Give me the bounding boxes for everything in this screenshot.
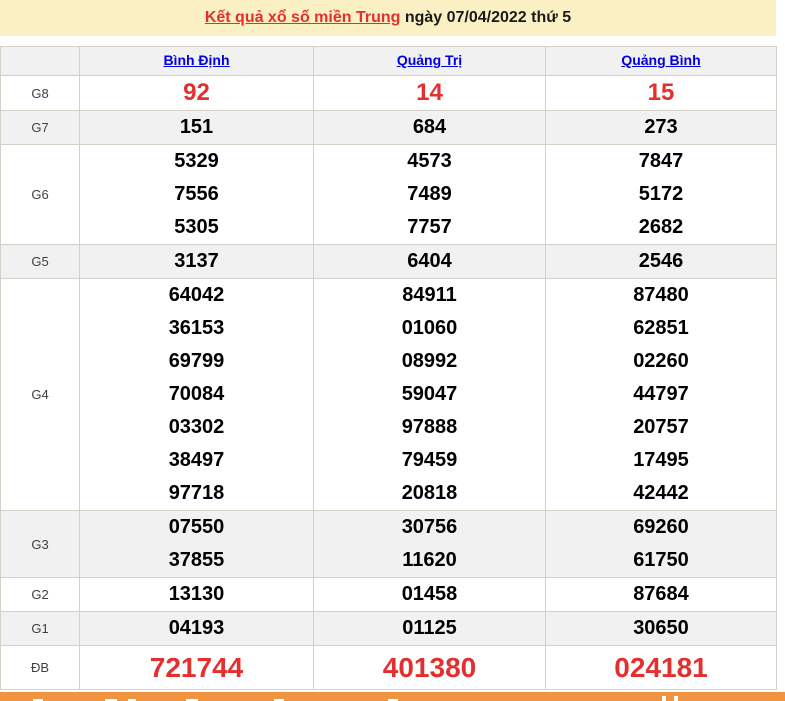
prize-number: 30756 xyxy=(401,516,458,538)
prize-number: 2546 xyxy=(638,250,684,272)
prize-label: G4 xyxy=(1,279,80,511)
prize-number: 3137 xyxy=(174,250,219,272)
result-cell xyxy=(314,145,546,245)
prize-number: 01125 xyxy=(402,617,457,639)
prize-label: G7 xyxy=(1,111,80,145)
result-cell xyxy=(546,511,777,578)
prize-number: 08992 xyxy=(401,350,458,372)
result-cell xyxy=(80,612,314,646)
cutoff-text-fragment xyxy=(674,696,678,701)
result-cell xyxy=(314,279,546,511)
prize-number: 07550 xyxy=(168,516,225,538)
table-row xyxy=(1,511,777,578)
result-cell xyxy=(314,111,546,145)
province-link-quang-binh[interactable]: Quảng Bình xyxy=(621,52,701,68)
result-cell xyxy=(546,245,777,279)
prize-number: 6404 xyxy=(407,250,452,272)
prize-number: 7556 xyxy=(174,183,219,205)
prize-number: 37855 xyxy=(168,549,225,571)
prize-label: ĐB xyxy=(1,646,80,690)
result-cell xyxy=(80,145,314,245)
table-row xyxy=(1,612,777,646)
result-cell xyxy=(314,245,546,279)
result-cell xyxy=(80,279,314,511)
prize-number: 5172 xyxy=(638,183,684,205)
prize-number: 64042 xyxy=(168,284,225,306)
prize-number: 684 xyxy=(412,116,447,138)
result-cell xyxy=(80,578,314,612)
column-header-quang-binh xyxy=(546,47,777,76)
result-cell xyxy=(80,511,314,578)
prize-number: 5305 xyxy=(174,216,219,238)
prize-number: 20818 xyxy=(401,482,458,504)
table-row xyxy=(1,76,777,111)
table-row xyxy=(1,578,777,612)
column-header-quang-tri xyxy=(314,47,546,76)
prize-number: 401380 xyxy=(382,652,477,683)
result-cell xyxy=(80,76,314,111)
prize-number: 84911 xyxy=(402,284,457,306)
prize-number: 03302 xyxy=(168,416,225,438)
prize-label: G3 xyxy=(1,511,80,578)
prize-number: 69260 xyxy=(633,516,689,538)
result-cell xyxy=(546,76,777,111)
prize-number: 61750 xyxy=(633,549,689,571)
prize-number: 2682 xyxy=(638,216,684,238)
prize-number: 5329 xyxy=(174,150,219,172)
table-row xyxy=(1,145,777,245)
prize-number: 69799 xyxy=(168,350,225,372)
table-row xyxy=(1,279,777,511)
result-cell xyxy=(546,612,777,646)
prize-number: 70084 xyxy=(168,383,225,405)
prize-number: 7757 xyxy=(407,216,452,238)
table-row xyxy=(1,245,777,279)
prize-number: 97718 xyxy=(168,482,225,504)
title-bar xyxy=(0,0,776,36)
prize-number: 30650 xyxy=(633,617,689,639)
prize-number: 4573 xyxy=(407,150,452,172)
prize-number: 721744 xyxy=(149,652,244,683)
prize-number: 01458 xyxy=(401,583,458,605)
prize-number: 13130 xyxy=(168,583,225,605)
prize-number: 151 xyxy=(179,116,214,138)
title-date-text: ngày 07/04/2022 thứ 5 xyxy=(400,9,572,26)
prize-label: G5 xyxy=(1,245,80,279)
result-cell xyxy=(80,111,314,145)
result-cell xyxy=(314,612,546,646)
prize-number: 79459 xyxy=(401,449,458,471)
prize-label: G6 xyxy=(1,145,80,245)
province-link-quang-tri[interactable]: Quảng Trị xyxy=(396,52,463,68)
result-cell xyxy=(546,111,777,145)
prize-number: 92 xyxy=(183,79,210,106)
cutoff-text-fragment xyxy=(662,696,666,701)
result-cell xyxy=(546,646,777,690)
prize-number: 17495 xyxy=(633,449,689,471)
prize-number: 59047 xyxy=(401,383,458,405)
result-cell xyxy=(546,578,777,612)
prize-number: 11620 xyxy=(402,549,457,571)
prize-number: 87480 xyxy=(633,284,689,306)
prize-number: 44797 xyxy=(633,383,689,405)
header-row xyxy=(1,47,777,76)
results-table xyxy=(0,46,777,690)
prize-label: G1 xyxy=(1,612,80,646)
spacer xyxy=(0,36,785,46)
prize-number: 7489 xyxy=(407,183,452,205)
prize-number: 20757 xyxy=(633,416,689,438)
result-cell xyxy=(314,578,546,612)
next-section-bar xyxy=(0,692,785,701)
result-cell xyxy=(546,279,777,511)
prize-number: 42442 xyxy=(633,482,689,504)
prize-label: G8 xyxy=(1,76,80,111)
result-cell xyxy=(314,646,546,690)
prize-number: 15 xyxy=(647,79,675,106)
prize-label: G2 xyxy=(1,578,80,612)
prize-number: 7847 xyxy=(638,150,684,172)
prize-number: 87684 xyxy=(633,583,689,605)
prize-number: 024181 xyxy=(614,652,708,683)
prize-number: 38497 xyxy=(168,449,225,471)
result-cell xyxy=(546,145,777,245)
prize-number: 97888 xyxy=(401,416,458,438)
table-row xyxy=(1,111,777,145)
column-header-binh-dinh xyxy=(80,47,314,76)
corner-cell xyxy=(1,47,80,76)
result-cell xyxy=(314,76,546,111)
prize-number: 273 xyxy=(644,116,678,138)
result-cell xyxy=(80,646,314,690)
prize-number: 62851 xyxy=(633,317,689,339)
prize-number: 04193 xyxy=(168,617,225,639)
results-body xyxy=(1,76,777,690)
province-link-binh-dinh[interactable]: Bình Định xyxy=(163,52,230,68)
prize-number: 14 xyxy=(416,79,443,106)
result-cell xyxy=(80,245,314,279)
title-link[interactable]: Kết quả xổ số miền Trung xyxy=(204,9,401,26)
prize-number: 02260 xyxy=(633,350,689,372)
result-cell xyxy=(314,511,546,578)
prize-number: 36153 xyxy=(168,317,225,339)
prize-number: 01060 xyxy=(401,317,458,339)
table-row xyxy=(1,646,777,690)
